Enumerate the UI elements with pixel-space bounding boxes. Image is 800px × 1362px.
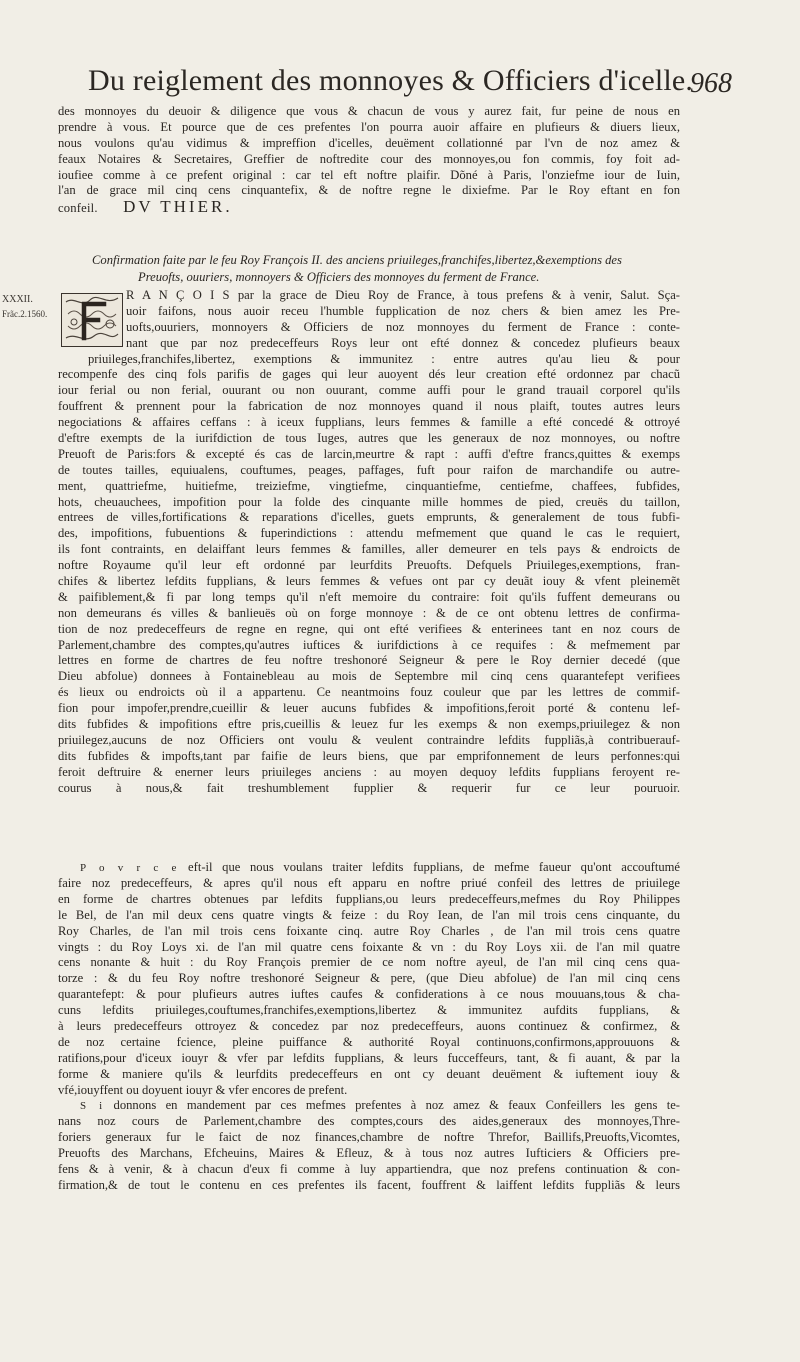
text-line: nous voulons qu'au vidimus & impreffion d'icelles, deuëment collationné par l'vn de noz amez &	[58, 135, 680, 150]
text-line: iour ferial ou non ferial, ouurant ou non ouurant, comme auffi pour le grand trauail corporel qu'ils	[58, 383, 680, 398]
text-line: recompenfe des cinq fols parifis de gages qui leur auoyent dés leur creation efté ordonnez par chacũ	[58, 367, 680, 382]
text-line: feroit deftruire & enerner leurs priuileges anciens : au moyen dequoy lefdits fupplians feroyent re-	[58, 764, 680, 779]
text-line: uoir faifons, nous auoir receu l'humble fupplication de noz chers & bien amez les Pre-	[126, 303, 680, 318]
text-run: donnons en mandement par ces mefmes prefentes à noz amez & feaux Confeillers les gens te-	[113, 1098, 680, 1113]
text-run: eft-il que nous voulans traiter lefdits fupplians, de mefme faueur qu'ont accouftumé	[188, 860, 680, 875]
text-line: l'an de grace mil cinq cens cinquantefix, & de noftre regne le dixiefme. Par le Roy eftant en fon	[58, 183, 680, 198]
text-line: des, impofitions, fubuentions & fuperindictions : attendu mefmement que quand le cas le requiert,	[58, 526, 680, 541]
text-line: Dieu abfolue) donnees à Fontainebleau au mois de Septembre mil cinq cens quarantefept verifiees	[58, 669, 680, 684]
text-line: vingts : du Roy Loys xi. de l'an mil quatre cens foixante & vn : du Roy Loys xii. de l'an mil quatre	[58, 939, 680, 954]
text-line: fouffrent & prennent pour la fabrication de noz monnoyes quand il nous plaift, toutes autres leurs	[58, 399, 680, 414]
text-line: uofts,ouuriers, monnoyers & Officiers de noz monnoyes du ferment de France : conte-	[126, 319, 680, 334]
margin-note-number: XXXII.	[2, 294, 33, 305]
text-line: de noz certaine fcience, pleine puiffance & authorité Royal continuons,confirmons,approuuons &	[58, 1034, 680, 1049]
rubric-line: Confirmation faite par le feu Roy François II. des anciens priuileges,franchifes,libertez,&exemptions des	[92, 253, 622, 267]
text-line: ioufiee comme à ce prefent original : car tel eft noftre plaifir. Dõné à Paris, l'onziefme iour de Iuin,	[58, 167, 680, 182]
text-line: Preuofts des Marchans, Efcheuins, Maires & Efleuz, & à tous noz autres Iufticiers & Officiers pre-	[58, 1146, 680, 1161]
text-line: priuileges,franchifes,libertez, exemptions & immunitez : entre autres qu'au lieu & pour	[88, 351, 680, 366]
text-line: chifes & libertez lefdits fupplians, & leurs femmes & vefues ont par cy deuãt iouy & vfent pleinemẽt	[58, 574, 680, 589]
text-line	[58, 828, 680, 844]
text-line: ratifions,pour d'iceux iouyr & vfer par lefdits fupplians, & leurs fucceffeurs, tant, & fi auant, & par la	[58, 1050, 680, 1065]
text-line: faire noz predeceffeurs, & apres qu'il nous eft apparu en noftre priué confeil des lettres de priuilege	[58, 875, 680, 890]
text-line: & paifiblement,& fi par long temps qu'il n'eft memoire du contraire: foit qu'ils fuffent demeurans ou	[58, 589, 680, 604]
signatory-name: DV THIER.	[123, 199, 233, 216]
text-line: le Bel, de l'an mil deux cens quatre vingts & feize : du Roy Iean, de l'an mil trois cens cinquante, du	[58, 907, 680, 922]
running-title: Du reiglement des monnoyes & Officiers d'icelle.	[88, 64, 694, 97]
text-line: non demeurans és villes & banlieuës où on forge monnoye : & de ce ont obtenu lettres de confirma-	[58, 605, 680, 620]
text-line: negociations & affaires ceffans : à iceux fupplians, leurs femmes & famille a efté concedé & ottroyé	[58, 415, 680, 430]
text-line: torze : & du feu Roy noftre treshonoré Seigneur & pere, (que Dieu abfolue) de l'an mil cinq cens	[58, 971, 680, 986]
text-line: fion pour impofer,prendre,cueillir & leuer aucuns fubfides & impofitions,feroit porté & contenu lef-	[58, 701, 680, 716]
text-line: Roy Charles, de l'an mil trois cens foixante cinq. autre Roy Charles , de l'an mil trois cens quatre	[58, 923, 680, 938]
text-line: noftre Royaume qu'il leur eft ordonné par leurfdits Preuofts. Defquels Priuileges,exemptions, fran-	[58, 558, 680, 573]
text-line: courus à nous,& fait treshumblement fupplier & requerir fur ce leur pouruoir.	[58, 780, 680, 795]
text-line: cuns lefdits priuileges,couftumes,franchifes,exemptions,libertez & immunitez aufdits fupplians, &	[58, 1003, 680, 1018]
rubric-line: Preuofts, ouuriers, monnoyers & Officiers des monnoyes du ferment de France.	[138, 270, 540, 284]
text-line: R A N Ç O I S par la grace de Dieu Roy de France, à tous prefens & à venir, Salut. Sça-	[126, 288, 680, 302]
signature-prefix: confeil.	[58, 201, 98, 216]
paragraph-opening-line	[58, 1098, 680, 1114]
text-line: ment, quattriefme, huitiefme, treiziefme, vingtiefme, cinquantiefme, centiefme, chaffees, fubfides,	[58, 478, 680, 493]
text-line: és lieux ou endroicts où il a appartenu. Ce neantmoins fouz couleur que par les lettres de commif-	[58, 685, 680, 700]
text-line: nant que par noz predeceffeurs Roys leur ont efté donnez & concedez plufieurs beaux	[126, 335, 680, 350]
text-line: nans noz cours de Parlement,chambre des comptes,cours des aides,generaux des monnoyes,Thre-	[58, 1114, 680, 1129]
paragraph-lead-word: S i	[80, 1100, 105, 1113]
text-line: dits fubfides & impofitions eftre pris,cueillis & leuez fur les exemps & non exemps,priuilegez & non	[58, 717, 680, 732]
text-line: Preuoft de Paris:fors & excepté és cas de larcin,meurtre & rapt : auffi d'eftre francs,quittes & exemps	[58, 446, 680, 461]
text-line	[58, 797, 680, 813]
text-line: en forme de chartres obtenues par lefdits fupplians,ou leurs predeceffeurs,mefmes du Roy Philippes	[58, 891, 680, 906]
signature-line	[58, 199, 680, 215]
text-line: cens nonante & huit : du Roy François premier de ce nom noftre ayeul, de l'an mil cinq cens qua-	[58, 955, 680, 970]
text-line	[58, 812, 680, 828]
text-line: vfé,iouyffent ou doyuent iouyr & vfer encores de prefent.	[58, 1082, 348, 1097]
confirmation-text	[58, 288, 680, 1194]
paragraph-opening-line	[58, 860, 680, 876]
preceding-ordinance-text	[58, 104, 680, 215]
text-line: lettres en forme de chartres de feu noftre treshonoré Seigneur & pere le Roy dernier decedé (que	[58, 653, 680, 668]
text-line: quarantefept: & pour plufieurs autres iuftes caufes & confiderations à ce nous mouuans,tous & cha-	[58, 987, 680, 1002]
paragraph-lead-word: P o v r c e	[80, 862, 179, 875]
text-line: priuilegez,aucuns de noz Officiers ont voulu & veulent contraindre lefdits fuppliãs,à contribuerauf-	[58, 732, 680, 747]
text-line: d'eftre exempts de la iurifdiction de tous Iuges, autres que les generaux de noz monnoyes, ou noftre	[58, 431, 680, 446]
text-line: feaux Notaires & Secretaires, Greffier de noftredite cour des monnoyes,ou fon commis, foy foit ad-	[58, 151, 680, 166]
text-line: de toutes tailles, equiualens, couftumes, peages, paffages, fuft pour raifon de marchandife ou autre-	[58, 462, 680, 477]
text-line: hots, cheuauchees, impofition pour la folde des cinquante mille hommes de pied, creuës du taillon,	[58, 494, 680, 509]
page-number: 968	[690, 68, 732, 99]
text-line: forme & maniere qu'ils & leurfdits predeceffeurs en ont cy deuant deuëment & iuftement iouy &	[58, 1066, 680, 1081]
text-line: à leurs predeceffeurs ottroyez & concedez par noz predeceffeurs, auons continuez & confirmez, &	[58, 1018, 680, 1033]
text-line: firmation,& de tout le contenu en ces prefentes ils facent, fouffrent & laiffent lefdits fuppliãs & leurs	[58, 1177, 680, 1192]
text-line: foriers generaux fur le faict de noz finances,chambre de noftre Threfor, Baillifs,Preuofts,Vicomtes,	[58, 1130, 680, 1145]
margin-note-date: Frãc.2.1560.	[2, 309, 48, 319]
text-line: des monnoyes du deuoir & diligence que vous & chacun de vous y aurez fait, fur peine de nous en	[58, 104, 680, 118]
section-rubric	[92, 252, 652, 286]
text-line: tion de noz predeceffeurs de regne en regne, qui ont efté verifiees & enterinees tant en noz cours de	[58, 621, 680, 636]
text-line	[58, 844, 680, 860]
text-line: entrees de villes,fortifications & reparations d'icelles, guets emprunts, & generalement de tous fubfi-	[58, 510, 680, 525]
text-line: dits fubfides & impofts,tant par faifie de leurs biens, que par emprifonnement de leurs perfonnes:qui	[58, 748, 680, 763]
text-line: prendre à vous. Et pource que de ces prefentes l'on pourra auoir affaire en plufieurs & diuers lieux,	[58, 119, 680, 134]
text-line: fens & à venir, & à chacun d'eux fi comme à luy appartiendra, que noz prefens continuation & con-	[58, 1161, 680, 1176]
text-line: ils font contraints, en delaiffant leurs femmes & familles, aller demeurer en tels pays & endroicts de	[58, 542, 680, 557]
text-line: Parlement,chambre des comptes,qu'autres iuftices & iurifdictions à ce requifes : & mefmement par	[58, 637, 680, 652]
